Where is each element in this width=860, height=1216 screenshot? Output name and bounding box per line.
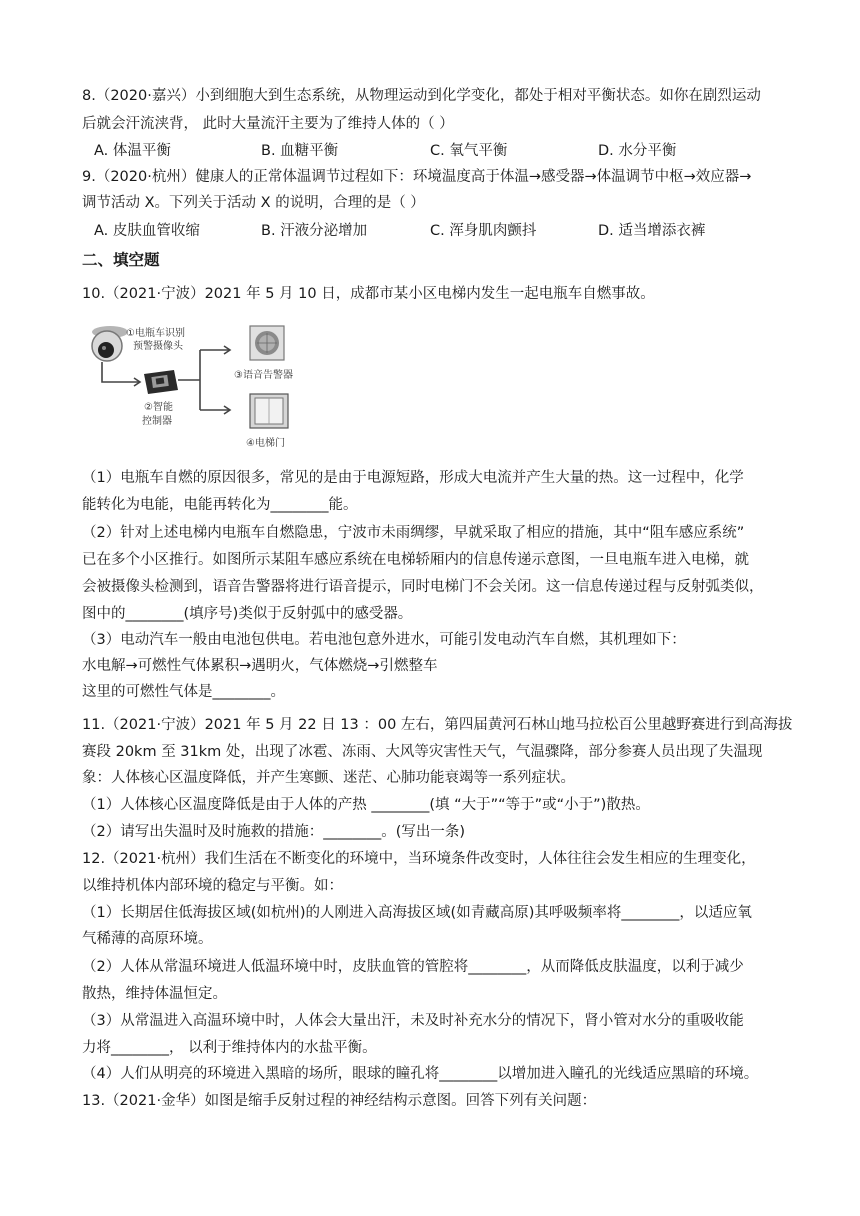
q10-part2-line1: （2）针对上述电梯内电瓶车自燃隐患，宁波市未雨绸缪，早就采取了相应的措施，其中“阻车感应系统” xyxy=(82,525,745,541)
q12-part2-line1: （2）人体从常温环境进人低温环境中时，皮肤血管的管腔将________，从而降低皮肤温度，以利于减少 xyxy=(82,959,744,975)
q10-part3-line2: 水电解→可燃性气体累积→遇明火，气体燃烧→引燃整车 xyxy=(82,658,438,674)
controller-icon xyxy=(144,370,178,394)
elevator-system-diagram xyxy=(82,318,322,458)
q11-stem-line3: 象：人体核心区温度降低，并产生寒颤、迷茫、心肺功能衰竭等一系列症状。 xyxy=(82,770,575,786)
q10-part2-line3: 会被摄像头检测到，语音告警器将进行语音提示，同时电梯门不会关闭。这一信息传递过程与反射弧类似， xyxy=(82,579,764,595)
q10-stem: 10.（2021·宁波）2021 年 5 月 10 日，成都市某小区电梯内发生一起电瓶车自燃事故。 xyxy=(82,286,655,302)
q9-option-a: A. 皮肤血管收缩 xyxy=(94,223,200,239)
q12-stem-line1: 12.（2021·杭州）我们生活在不断变化的环境中，当环境条件改变时，人体往往会发生相应的生理变化， xyxy=(82,851,756,867)
q10-part1-line2: 能转化为电能，电能再转化为________能。 xyxy=(82,497,358,513)
q10-part3-line3: 这里的可燃性气体是________。 xyxy=(82,684,285,700)
q12-part1-line2: 气稀薄的高原环境。 xyxy=(82,931,213,947)
controller-label-2: 控制器 xyxy=(142,416,172,427)
q12-part3-line1: （3）从常温进入高温环境中时，人体会大量出汗，未及时补充水分的情况下，肾小管对水分的重吸收能 xyxy=(82,1013,744,1029)
q12-part1-line1: （1）长期居住低海拔区域(如杭州)的人刚进入高海拔区域(如青藏高原)其呼吸频率将________，以适应氧 xyxy=(82,905,752,921)
q11-stem-line2: 赛段 20km 至 31km 处，出现了冰雹、冻雨、大风等灾害性天气，气温骤降，部分参赛人员出现了失温现 xyxy=(82,744,763,760)
q12-part3-line2: 力将________， 以利于维持体内的水盐平衡。 xyxy=(82,1040,377,1056)
q8-option-c: C. 氧气平衡 xyxy=(430,143,508,159)
q11-stem-line1: 11.（2021·宁波）2021 年 5 月 22 日 13 ：00 左右，第四届黄河石林山地马拉松百公里越野赛进行到高海拔 xyxy=(82,717,793,733)
q10-part3-line1: （3）电动汽车一般由电池包供电。若电池包意外进水，可能引发电动汽车自燃，其机理如下： xyxy=(82,632,686,648)
q10-part1-line1: （1）电瓶车自燃的原因很多，常见的是由于电源短路，形成大电流并产生大量的热。这一过程中，化学 xyxy=(82,470,744,486)
q12-part4: （4）人们从明亮的环境进入黑暗的场所，眼球的瞳孔将________以增加进入瞳孔的光线适应黑暗的环境。 xyxy=(82,1066,759,1082)
q10-part2-line4: 图中的________(填序号)类似于反射弧中的感受器。 xyxy=(82,606,413,622)
q8-option-b: B. 血糖平衡 xyxy=(261,143,339,159)
q8-option-d: D. 水分平衡 xyxy=(598,143,677,159)
q9-option-c: C. 浑身肌肉颤抖 xyxy=(430,223,537,239)
alarm-label: ③语音告警器 xyxy=(234,370,293,381)
camera-label-2: 预警摄像头 xyxy=(133,341,183,352)
q8-stem-line1: 8.（2020·嘉兴）小到细胞大到生态系统，从物理运动到化学变化，都处于相对平衡状态。如你在剧烈运动 xyxy=(82,88,761,104)
q10-part2-line2: 已在多个小区推行。如图所示某阻车感应系统在电梯轿厢内的信息传递示意图，一旦电瓶车进入电梯，就 xyxy=(82,552,749,568)
q8-stem-line2: 后就会汗流浃背， 此时大量流汗主要为了维持人体的（ ） xyxy=(82,116,454,132)
q9-option-d: D. 适当增添衣裤 xyxy=(598,223,706,239)
door-label: ④电梯门 xyxy=(246,438,285,449)
camera-label-1: ①电瓶车识别 xyxy=(126,328,185,339)
speaker-icon xyxy=(250,326,284,360)
q11-part1: （1）人体核心区温度降低是由于人体的产热 ________(填 “大于”“等于”或“小于”)散热。 xyxy=(82,797,650,813)
elevator-door-icon xyxy=(250,394,288,428)
q9-stem-line2: 调节活动 X。下列关于活动 X 的说明，合理的是（ ） xyxy=(82,195,425,211)
camera-icon xyxy=(92,326,128,361)
q13-stem: 13.（2021·金华）如图是缩手反射过程的神经结构示意图。回答下列有关问题： xyxy=(82,1093,597,1109)
q12-stem-line2: 以维持机体内部环境的稳定与平衡。如： xyxy=(82,878,343,894)
q11-part2: （2）请写出失温时及时施救的措施：________。(写出一条) xyxy=(82,824,466,840)
q9-stem-line1: 9.（2020·杭州）健康人的正常体温调节过程如下：环境温度高于体温→感受器→体温调节中枢→效应器→ xyxy=(82,169,752,185)
controller-label-1: ②智能 xyxy=(144,402,173,413)
q12-part2-line2: 散热，维持体温恒定。 xyxy=(82,986,227,1002)
q8-option-a: A. 体温平衡 xyxy=(94,143,171,159)
section-title: 二、填空题 xyxy=(82,251,160,269)
q9-option-b: B. 汗液分泌增加 xyxy=(261,223,368,239)
